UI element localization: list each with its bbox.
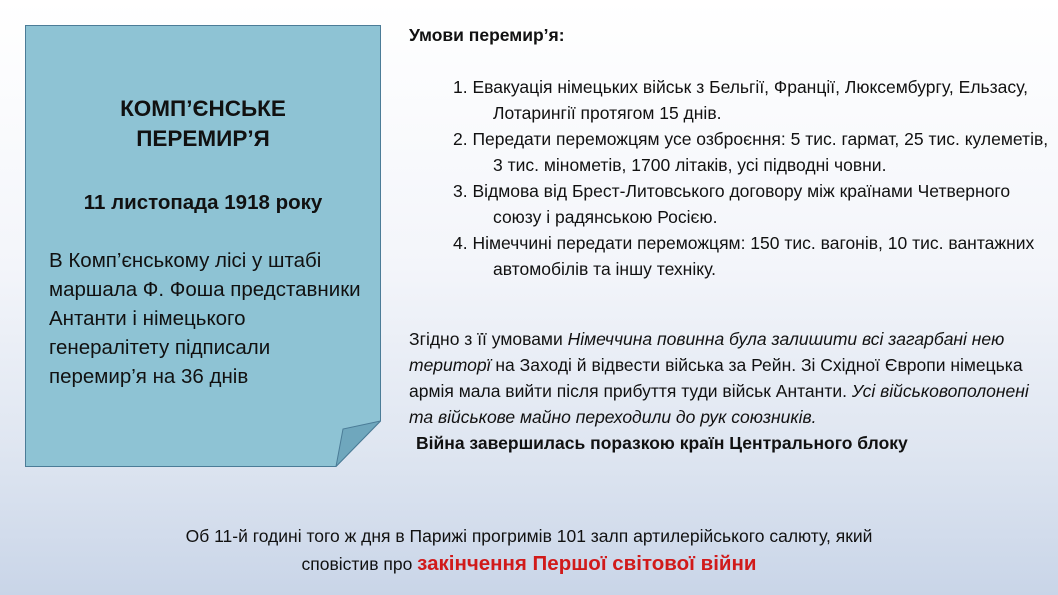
note-title-line1: КОМП’ЄНСЬКЕ xyxy=(120,96,286,121)
condition-item: 3. Відмова від Брест-Литовського договору між країнами Четверного союзу і радянською Росією. xyxy=(453,181,1011,227)
bottom-line1: Об 11-й годині того ж дня в Парижі прогримів 101 залп артилерійського салюту, який xyxy=(185,526,873,546)
condition-item: 2. Передати переможцям усе озброєння: 5 тис. гармат, 25 тис. кулеметів, 3 тис. мінометів, 1700 літаків, усі підводні човни. xyxy=(453,129,1049,175)
note-body: В Комп’єнському лісі у штабі маршала Ф. Фоша представники Антанти і німецького генералітету підписали перемир’я на 36 днів xyxy=(49,249,361,388)
armistice-note-card xyxy=(25,25,381,467)
armistice-conditions xyxy=(409,22,1049,282)
conditions-list xyxy=(409,74,1049,282)
condition-item: 1. Евакуація німецьких військ з Бельгії, Франції, Люксембургу, Ельзасу, Лотарингії протягом 15 днів. xyxy=(453,77,1029,123)
bottom-line2 xyxy=(40,550,1018,578)
note-content xyxy=(25,25,381,467)
summary-italic-prisoners: Усі військовополонені та військове майно переходили до рук союзників. xyxy=(409,381,1029,427)
war-end-highlight: закінчення Першої світової війни xyxy=(417,552,757,575)
note-title-line2: ПЕРЕМИР’Я xyxy=(136,126,270,151)
summary-italic-territories: Німеччина повинна була залишити всі загарбані нею територї xyxy=(409,329,1005,375)
bottom-line2-prefix: сповістив про xyxy=(301,554,418,574)
note-title xyxy=(25,94,381,154)
bottom-statement xyxy=(40,522,1018,578)
condition-item: 4. Німеччині передати переможцям: 150 тис. вагонів, 10 тис. вантажних автомобілів та іншу техніку. xyxy=(453,233,1035,279)
summary-intro: Згідно з її умовами xyxy=(409,329,568,349)
summary-conclusion: Війна завершилась поразкою країн Центрального блоку xyxy=(416,433,908,453)
summary-paragraph xyxy=(409,326,1049,456)
conditions-heading: Умови перемир’я: xyxy=(409,25,565,45)
note-date: 11 листопада 1918 року xyxy=(83,191,323,214)
summary-middle: на Заході й відвести війська за Рейн. Зі Східної Європи німецька армія мала вийти після прибуття туди військ Антанти. xyxy=(409,355,1023,401)
